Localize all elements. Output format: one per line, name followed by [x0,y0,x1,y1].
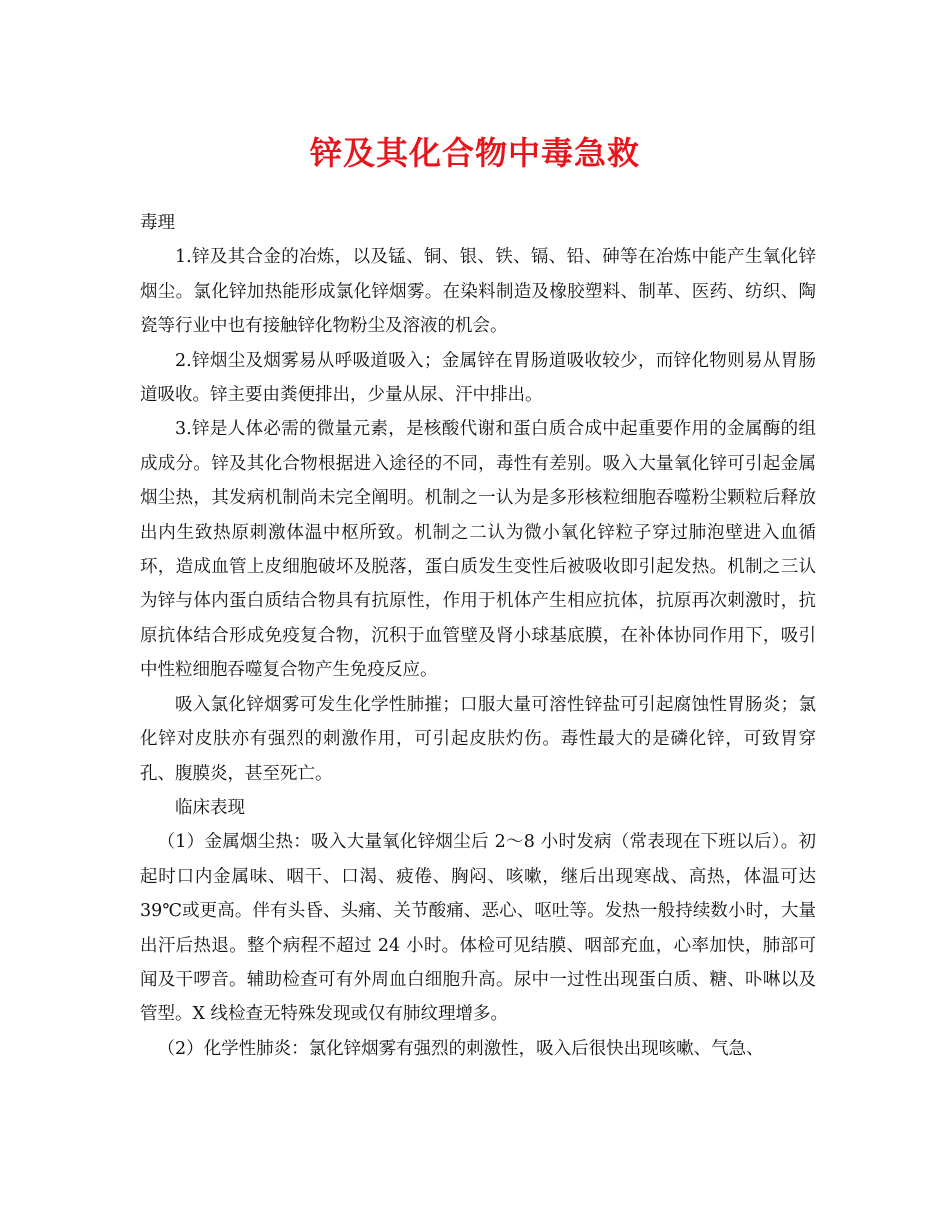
paragraph: 3.锌是人体必需的微量元素，是核酸代谢和蛋白质合成中起重要作用的金属酶的组成成分。锌及其化合物根据进入途径的不同，毒性有差别。吸入大量氧化锌可引起金属烟尘热，其发病机制尚未完全阐明。机制之一认为是多形核粒细胞吞噬粉尘颗粒后释放出内生致热原刺激体温中枢所致。机制之二认为微小氧化锌粒子穿过肺泡壁进入血循环，造成血管上皮细胞破坏及脱落，蛋白质发生变性后被吸收即引起发热。机制之三认为锌与体内蛋白质结合物具有抗原性，作用于机体产生相应抗体，抗原再次刺激时，抗原抗体结合形成免疫复合物，沉积于血管壁及肾小球基底膜，在补体协同作用下，吸引中性粒细胞吞噬复合物产生免疫反应。 [140,419,816,681]
page-title: 锌及其化合物中毒急救 [309,134,640,172]
paragraph: （1）金属烟尘热：吸入大量氧化锌烟尘后 2～8 小时发病（常表现在下班以后）。初起时口内金属味、咽干、口渴、疲倦、胸闷、咳嗽，继后出现寒战、高热，体温可达 39℃或更高。伴有头昏、头痛、关节酸痛、恶心、呕吐等。发热一般持续数小时，大量出汗后热退。整个病程不超过 24 小时。体检可见结膜、咽部充血，心率加快，肺部可闻及干啰音。辅助检查可有外周血白细胞升高。尿中一过性出现蛋白质、糖、卟啉以及管型。X 线检查无特殊发现或仅有肺纹理增多。 [140,832,816,1025]
document-body [140,206,816,1066]
paragraph: 吸入氯化锌烟雾可发生化学性肺摧；口服大量可溶性锌盐可引起腐蚀性胃肠炎；氯化锌对皮肤亦有强烈的刺激作用，可引起皮肤灼伤。毒性最大的是磷化锌，可致胃穿孔、腹膜炎，甚至死亡。 [140,694,816,784]
toxicology-heading: 毒理 [140,213,175,233]
paragraph: 2.锌烟尘及烟雾易从呼吸道吸入；金属锌在胃肠道吸收较少，而锌化物则易从胃肠道吸收。锌主要由粪便排出，少量从尿、汗中排出。 [140,350,816,406]
clinical-heading: 临床表现 [175,797,245,818]
paragraph: 1.锌及其合金的冶炼，以及锰、铜、银、铁、镉、铅、砷等在冶炼中能产生氧化锌烟尘。氯化锌加热能形成氯化锌烟雾。在染料制造及橡胶塑料、制革、医药、纺织、陶瓷等行业中也有接触锌化物粉尘及溶液的机会。 [140,247,816,337]
paragraph: （2）化学性肺炎：氯化锌烟雾有强烈的刺激性，吸入后很快出现咳嗽、气急、 [157,1038,764,1059]
